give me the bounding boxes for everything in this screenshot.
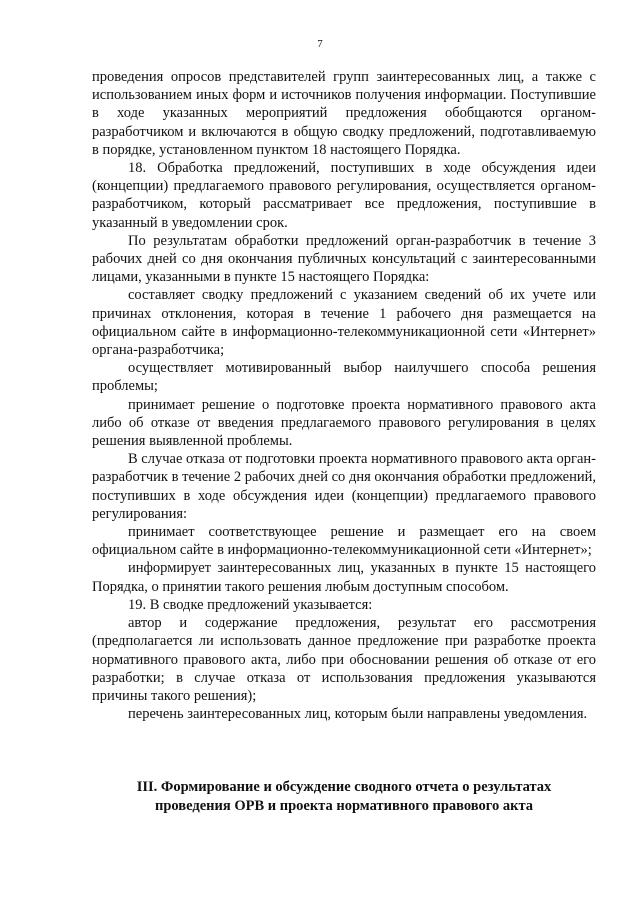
section-heading-line: III. Формирование и обсуждение сводного отчета о результатах [136, 779, 552, 795]
paragraph: принимает решение о подготовке проекта нормативного правового акта либо об отказе от введения предлагаемого правового регулирования в целях решения выявленной проблемы. [92, 396, 596, 450]
paragraph: 18. Обработка предложений, поступивших в ходе обсуждения идеи (концепции) предлагаемого правового регулирования, осуществляется органом-разработчиком, который рассматривает все предложения, поступившие в указанный в уведомлении срок. [92, 160, 596, 231]
paragraph: информирует заинтересованных лиц, указанных в пункте 15 настоящего Порядка, о принятии такого решения любым доступным способом. [92, 560, 596, 595]
section-heading [92, 778, 596, 815]
paragraph: осуществляет мотивированный выбор наилучшего способа решения проблемы; [92, 360, 596, 395]
page-number: 7 [317, 38, 323, 50]
paragraph: автор и содержание предложения, результат его рассмотрения (предполагается ли использовать данное предложение при разработке проекта нормативного правового акта, либо при обосновании решения об отказе от его разработки; в случае отказа от использования предложения указываются причины такого решения); [92, 615, 596, 704]
section-heading-line: проведения ОРВ и проекта нормативного правового акта [154, 797, 533, 814]
paragraph: проведения опросов представителей групп заинтересованных лиц, а также с использованием иных форм и источников получения информации. Поступившие в ходе указанных мероприятий предложения обобщаются органом-разработчиком и включаются в общую сводку предложений, подготавливаемую в порядке, установленном пунктом 18 настоящего Порядка. [92, 69, 596, 158]
paragraph: По результатам обработки предложений орган-разработчик в течение 3 рабочих дней со дня окончания публичных консультаций с заинтересованными лицами, указанными в пункте 15 настоящего Порядка: [92, 232, 596, 286]
paragraph: В случае отказа от подготовки проекта нормативного правового акта орган-разработчик в течение 2 рабочих дней со дня окончания обработки предложений, поступивших в ходе обсуждения идеи (концепции) предлагаемого правового регулирования: [92, 451, 596, 522]
paragraph: составляет сводку предложений с указанием сведений об их учете или причинах отклонения, которая в течение 1 рабочего дня размещается на официальном сайте в информационно-телекоммуникационной сети «Интернет» органа-разработчика; [92, 287, 596, 359]
paragraph: 19. В сводке предложений указывается: [128, 596, 373, 613]
document-body [92, 68, 596, 723]
paragraph: перечень заинтересованных лиц, которым были направлены уведомления. [128, 706, 588, 723]
paragraph: принимает соответствующее решение и размещает его на своем официальном сайте в информационно-телекоммуникационной сети «Интернет»; [92, 524, 596, 559]
